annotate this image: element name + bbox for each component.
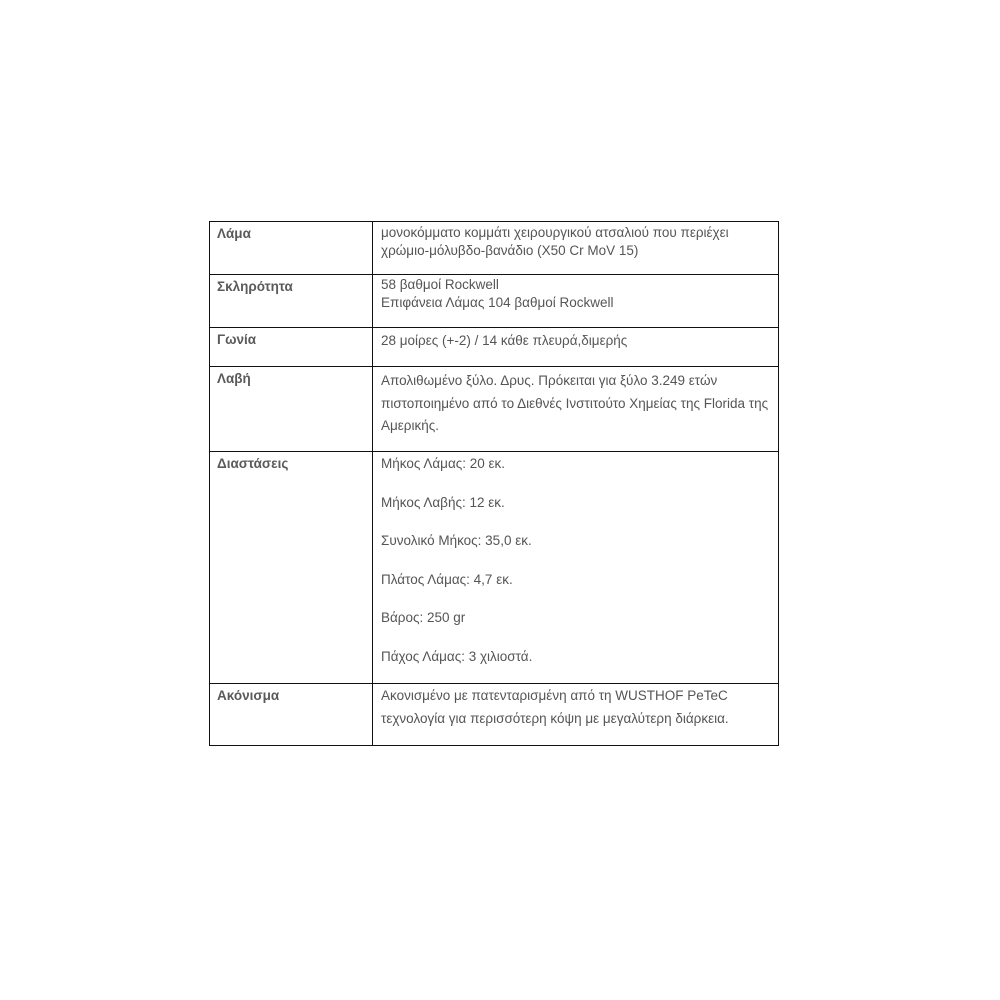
dimension-item: Μήκος Λάμας: 20 εκ. xyxy=(381,456,506,471)
angle-value-cell xyxy=(373,328,779,367)
dimension-item: Πάχος Λάμας: 3 χιλιοστά. xyxy=(381,648,533,664)
table-row-handle xyxy=(210,367,779,452)
hardness-value-line: 58 βαθμοί Rockwell xyxy=(381,277,499,292)
handle-label: Λαβή xyxy=(217,371,251,386)
angle-label: Γωνία xyxy=(217,332,257,347)
dimension-item: Πλάτος Λάμας: 4,7 εκ. xyxy=(381,571,513,587)
sharpening-value: Ακονισμένο με πατενταρισμένη από τη WUSTHOF PeTeC τεχνολογία για περισσότερη κόψη με μεγαλύτερη διάρκεια. xyxy=(381,688,729,726)
dimension-item: Μήκος Λαβής: 12 εκ. xyxy=(381,494,505,510)
dimension-item: Βάρος: 250 gr xyxy=(381,610,466,625)
blade-label: Λάμα xyxy=(217,226,251,241)
table-row-blade xyxy=(210,222,779,275)
hardness-label-cell xyxy=(210,275,373,328)
angle-value: 28 μοίρες (+-2) / 14 κάθε πλευρά,διμερής xyxy=(381,333,628,348)
table-row-sharpening xyxy=(210,684,779,746)
angle-label-cell xyxy=(210,328,373,367)
hardness-value-line: Επιφάνεια Λάμας 104 βαθμοί Rockwell xyxy=(381,295,614,310)
dimensions-label-cell xyxy=(210,452,373,684)
sharpening-label: Ακόνισμα xyxy=(217,688,280,703)
dimensions-label: Διαστάσεις xyxy=(217,456,289,471)
specifications-table xyxy=(209,221,779,746)
blade-value-cell xyxy=(373,222,779,275)
table-row-dimensions xyxy=(210,452,779,684)
sharpening-value-cell xyxy=(373,684,779,746)
dimension-item: Συνολικό Μήκος: 35,0 εκ. xyxy=(381,533,532,548)
hardness-label: Σκληρότητα xyxy=(217,279,293,294)
table-row-angle xyxy=(210,328,779,367)
blade-value: μονοκόμματο κομμάτι χειρουργικού ατσαλιού που περιέχει χρώμιο-μόλυβδο-βανάδιο (X50 Cr MoV 15) xyxy=(381,225,729,258)
handle-label-cell xyxy=(210,367,373,452)
handle-value: Απολιθωμένο ξύλο. Δρυς. Πρόκειται για ξύλο 3.249 ετών πιστοποιημένο από το Διεθνές Ινστιτούτο Χημείας της Florida της Αμερικής. xyxy=(381,373,769,433)
handle-value-cell xyxy=(373,367,779,452)
hardness-value-cell xyxy=(373,275,779,328)
blade-label-cell xyxy=(210,222,373,275)
dimensions-value-cell xyxy=(373,452,779,684)
sharpening-label-cell xyxy=(210,684,373,746)
table-row-hardness xyxy=(210,275,779,328)
